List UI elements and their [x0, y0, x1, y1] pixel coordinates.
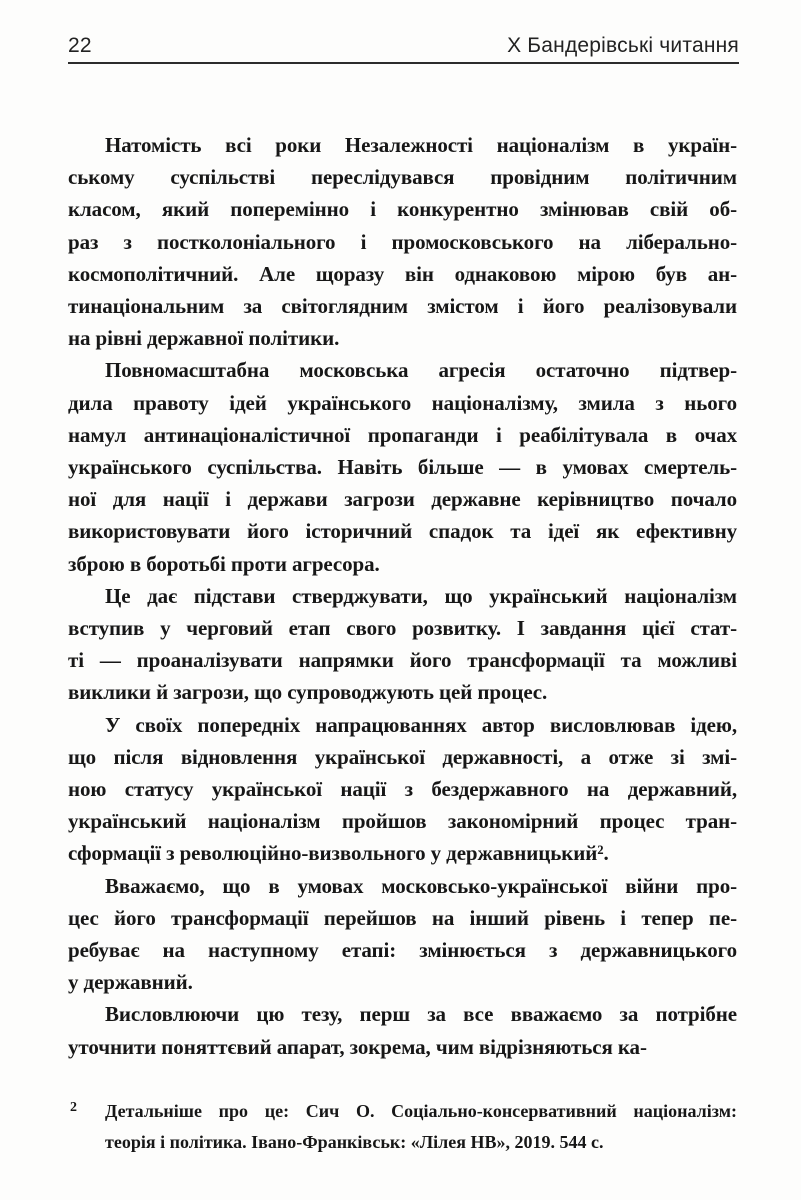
running-header	[68, 34, 739, 58]
text-line: що після відновлення української державності, а отже зі змі-	[68, 744, 737, 769]
text-line: раз з постколоніального і промосковського на ліберально-	[68, 229, 737, 254]
footnote-marker: 2	[70, 1100, 77, 1115]
text-line: Висловлюючи цю тезу, перш за все вважаємо за потрібне	[105, 1002, 737, 1027]
text-line: український націоналізм пройшов закономірний процес тран-	[68, 809, 737, 834]
text-line: у державний.	[68, 970, 193, 995]
footnote	[68, 1096, 737, 1158]
header-rule	[68, 62, 739, 64]
text-line: класом, який поперемінно і конкурентно змінював свій об-	[68, 197, 737, 222]
footnote-text	[105, 1096, 737, 1158]
text-line: ському суспільстві переслідувався провідним політичним	[68, 165, 737, 190]
paragraph	[68, 354, 737, 579]
text-line: дила правоту ідей українського націоналізму, змила з нього	[68, 390, 737, 415]
text-line: Повномасштабна московська агресія остаточно підтвер-	[105, 358, 737, 383]
text-line: У своїх попередніх напрацюваннях автор висловлював ідею,	[105, 712, 737, 737]
body-text	[68, 129, 737, 1063]
paragraph	[68, 580, 737, 709]
text-line: уточнити поняттєвий апарат, зокрема, чим відрізняються ка-	[68, 1034, 647, 1059]
text-line: ребуває на наступному етапі: змінюється з державницького	[68, 938, 737, 963]
running-title: Х Бандерівські читання	[507, 34, 739, 57]
text-line: українського суспільства. Навіть більше — в умовах смертель-	[68, 455, 737, 480]
text-line: використовувати його історичний спадок та ідеї як ефективну	[68, 519, 737, 544]
text-line: ною статусу української нації з бездержавного на державний,	[68, 777, 737, 802]
page-number: 22	[68, 34, 92, 57]
paragraph	[68, 870, 737, 999]
text-line: цес його трансформації перейшов на інший рівень і тепер пе-	[68, 905, 737, 930]
paragraph	[68, 129, 737, 354]
text-line: сформації з революційно-визвольного у державницький².	[68, 841, 609, 866]
text-line: Натомість всі роки Незалежності націоналізм в україн-	[105, 133, 737, 157]
footnote-line: Детальніше про це: Сич О. Соціально-консервативний націоналізм:	[105, 1101, 737, 1121]
text-line: намул антинаціоналістичної пропаганди і реабілітувала в очах	[68, 422, 737, 447]
text-line: зброю в боротьбі проти агресора.	[68, 551, 380, 576]
text-line: Вважаємо, що в умовах московсько-української війни про-	[105, 873, 737, 898]
text-line: Це дає підстави стверджувати, що український націоналізм	[105, 583, 737, 608]
text-line: космополітичний. Але щоразу він однаковою мірою був ан-	[68, 261, 737, 286]
text-line: ті — проаналізувати напрямки його трансформації та можливі	[68, 648, 737, 673]
text-line: тинаціональним за світоглядним змістом і його реалізовували	[68, 294, 737, 319]
text-line: на рівні державної політики.	[68, 326, 340, 351]
text-line: виклики й загрози, що супроводжують цей процес.	[68, 680, 548, 705]
paragraph	[68, 709, 737, 870]
text-line: вступив у черговий етап свого розвитку. І завдання цієї стат-	[68, 616, 737, 641]
footnote-line: теорія і політика. Івано-Франківськ: «Лілея НВ», 2019. 544 с.	[105, 1132, 604, 1152]
text-line: ної для нації і держави загрози державне керівництво почало	[68, 487, 737, 512]
paragraph	[68, 998, 737, 1062]
